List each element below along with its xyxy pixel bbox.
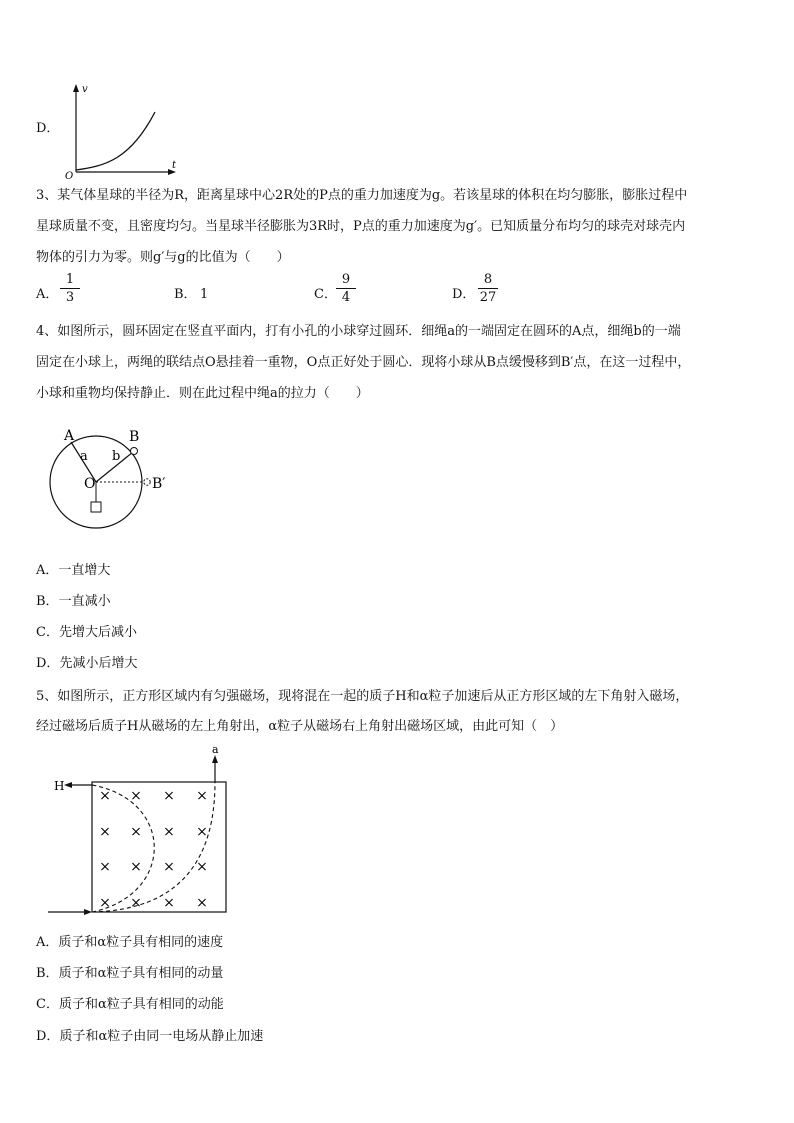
fraction-numerator: 1 (65, 272, 75, 287)
q4-ring-figure (50, 420, 190, 540)
q2-vt-graph (60, 82, 190, 182)
q5-option-d-label: D． (36, 1029, 60, 1044)
label-rope-b: b (112, 449, 121, 464)
q4-option-b-label: B． (36, 594, 59, 609)
q3-text-line-1: 3、某气体星球的半径为R，距离星球中心2R处的P点的重力加速度为g。若该星球的体积在均匀膨胀，膨胀过程中 (36, 188, 688, 203)
q4-option-c-text: 先增大后减小 (58, 625, 137, 640)
q3-option-c-fraction (334, 272, 358, 305)
q4-option-d (36, 655, 137, 673)
q4-option-b (36, 593, 111, 611)
field-cross: × (163, 895, 175, 911)
field-cross: × (196, 824, 208, 840)
field-cross: × (196, 895, 208, 911)
q5-option-c-label: C． (36, 997, 59, 1012)
field-cross: × (99, 788, 111, 804)
q3-text-line-2: 星球质量不变，且密度均匀。当星球半径膨胀为3R时，P点的重力加速度为g′。已知质量分布均匀的球壳对球壳内 (36, 219, 686, 234)
field-cross: × (196, 788, 208, 804)
graph-axis-y-label: v (82, 84, 88, 95)
label-point-b: B (129, 429, 140, 445)
field-cross: × (196, 859, 208, 875)
q2-option-d-label: D． (36, 121, 60, 136)
q5-option-c-text: 质子和α粒子具有相同的动能 (58, 997, 224, 1012)
q5-option-c (36, 996, 224, 1014)
q5-option-b (36, 965, 223, 983)
field-cross: × (99, 859, 111, 875)
q4-text-line-3: 小球和重物均保持静止．则在此过程中绳a的拉力（ ） (36, 386, 369, 401)
q5-text-line-2: 经过磁场后质子H从磁场的左上角射出，α粒子从磁场右上角射出磁场区域，由此可知（ ） (36, 719, 564, 734)
q4-option-c-label: C． (36, 625, 59, 640)
q4-option-c (36, 624, 137, 642)
graph-axis-x-label: t (172, 160, 177, 171)
q5-option-b-label: B． (36, 966, 59, 981)
q4-option-a (36, 562, 110, 580)
q3-option-a-fraction (58, 272, 82, 305)
fraction-numerator: 8 (483, 272, 493, 287)
label-rope-a: a (80, 449, 88, 464)
label-point-b-prime: B′ (152, 476, 166, 492)
q3-option-b-label: B． (174, 287, 197, 302)
field-cross: × (163, 859, 175, 875)
field-cross: × (130, 824, 142, 840)
q5-option-b-text: 质子和α粒子具有相同的动量 (58, 966, 224, 981)
label-alpha: a (212, 743, 219, 756)
q4-option-a-text: 一直增大 (58, 563, 111, 578)
field-cross: × (130, 859, 142, 875)
fraction-numerator: 9 (341, 272, 351, 287)
graph-origin-label: O (65, 171, 74, 182)
q4-option-a-label: A． (36, 563, 59, 578)
q5-text-line-1: 5、如图所示，正方形区域内有匀强磁场，现将混在一起的质子H和α粒子加速后从正方形区域的左下角射入磁场， (36, 689, 689, 704)
q4-option-d-label: D． (36, 656, 60, 671)
q3-option-d-label: D． (452, 287, 476, 302)
q4-option-b-text: 一直减小 (58, 594, 111, 609)
label-point-a: A (64, 428, 75, 444)
q4-text-line-2: 固定在小球上，两绳的联结点O悬挂着一重物，O点正好处于圆心．现将小球从B点缓慢移到B′点，在这一过程中， (36, 355, 691, 370)
field-cross: × (163, 824, 175, 840)
q3-option-b-value: 1 (200, 287, 209, 302)
field-cross: × (163, 788, 175, 804)
q3-text-line-3: 物体的引力为零。则g′与g的比值为（ ） (36, 250, 290, 265)
q5-option-d-text: 质子和α粒子由同一电场从静止加速 (59, 1029, 264, 1044)
fraction-denominator: 4 (341, 290, 351, 305)
q4-text-line-1: 4、如图所示，圆环固定在竖直平面内，打有小孔的小球穿过圆环．细绳a的一端固定在圆环的A点，细绳b的一端 (36, 324, 681, 339)
q5-option-a-text: 质子和α粒子具有相同的速度 (58, 935, 224, 950)
q4-option-d-text: 先减小后增大 (59, 656, 138, 671)
q3-option-c-label: C． (314, 287, 337, 302)
q5-option-d (36, 1028, 263, 1046)
fraction-denominator: 3 (65, 290, 75, 305)
q5-option-a-label: A． (36, 935, 59, 950)
label-center-o: O (84, 476, 96, 492)
q5-option-a (36, 934, 223, 952)
q3-option-a-label: A． (36, 287, 59, 302)
field-cross: × (99, 824, 111, 840)
field-cross: × (99, 895, 111, 911)
q3-option-d-fraction (476, 272, 500, 305)
q5-magnetic-field-figure (40, 745, 240, 920)
fraction-denominator: 27 (479, 290, 497, 305)
field-cross: × (130, 895, 142, 911)
field-cross: × (130, 788, 142, 804)
label-proton-h: H (54, 779, 65, 793)
